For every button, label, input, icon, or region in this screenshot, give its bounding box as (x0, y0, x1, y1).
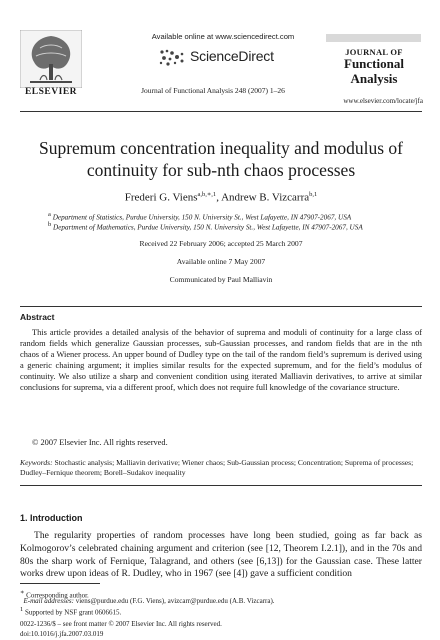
footnote-email (20, 597, 422, 605)
footnote-funding (20, 606, 422, 616)
abstract-heading: Abstract (20, 312, 55, 322)
keywords (20, 458, 422, 478)
abstract-copyright: © 2007 Elsevier Inc. All rights reserved. (32, 438, 168, 447)
email-addresses[interactable]: viens@purdue.edu (F.G. Viens), avizcarr@purdue.edu (A.B. Vizcarra). (73, 597, 275, 605)
affiliation-b (48, 221, 428, 231)
footnote-mark: ∗ (20, 589, 25, 596)
publisher-name: ELSEVIER (24, 87, 78, 97)
sciencedirect-wordmark: ScienceDirect (190, 48, 274, 64)
communicated-by: Communicated by Paul Malliavin (169, 275, 273, 284)
affiliation-text: Department of Mathematics, Purdue University, 150 N. University St., West Lafayette, IN 47907-2067, USA (53, 223, 363, 232)
journal-title-line3: Analysis (350, 71, 398, 86)
journal-citation: Journal of Functional Analysis 248 (2007) 1–26 (141, 86, 285, 95)
section-body: The regularity properties of random processes have long been studied, going as far back as Kolmogorov’s celebrated chaining argument and criterion (see [12, Theorem I.2.1]), and in the 70s and 80s the sharp work of Fernique, Talagrand, and others (see [6,13]) for the Gaussian case. These latter works drew upon ideas of R. Dudley, who in 1967 (see [4]) gave a sufficient condition (20, 530, 422, 580)
article-title-line2: continuity for sub-nth chaos processes (86, 160, 356, 180)
author-list (20, 190, 422, 204)
keywords-list: Stochastic analysis; Malliavin derivative; Wiener chaos; Sub-Gaussian process; Concentration; Suprema of processes; Dudley–Fernique theorem; Borell–Sudakov inequality (20, 458, 414, 477)
journal-title-line2: Functional (344, 56, 404, 71)
affiliation-mark: b (48, 221, 52, 228)
issn-line: 0022-1236/$ – see front matter © 2007 Elsevier Inc. All rights reserved. (20, 620, 222, 628)
author-affiliation-marks: b,1 (309, 191, 318, 198)
doi-link[interactable]: doi:10.1016/j.jfa.2007.03.019 (20, 630, 104, 638)
journal-url-link[interactable]: www.elsevier.com/locate/jfa (343, 97, 423, 105)
elsevier-tree-logo (20, 30, 82, 88)
keywords-label: Keywords: (20, 458, 53, 467)
article-title-line1: Supremum concentration inequality and modulus of (38, 138, 404, 158)
available-online-date: Available online 7 May 2007 (176, 257, 266, 266)
header-divider (20, 111, 422, 112)
author-name: Frederi G. Viens (124, 191, 198, 204)
sciencedirect-logo-icon (158, 48, 186, 66)
section-heading: 1. Introduction (20, 513, 83, 523)
email-label: E-mail addresses: (23, 597, 74, 605)
author-affiliation-marks: a,b,∗,1 (197, 191, 217, 198)
journal-title-line1: JOURNAL OF (345, 47, 403, 57)
footnote-text: Supported by NSF grant 0606615. (23, 608, 122, 617)
footnote-divider (20, 583, 100, 584)
abstract-divider (20, 306, 422, 307)
affiliation-text: Department of Statistics, Purdue University, 150 N. University St., West Lafayette, IN 47907-2067, USA (52, 213, 352, 222)
keywords-divider (20, 485, 422, 486)
received-date: Received 22 February 2006; accepted 25 March 2007 (139, 239, 303, 248)
author-name: Andrew B. Vizcarra (221, 191, 310, 204)
available-online-line: Available online at www.sciencedirect.com (151, 32, 295, 41)
author-separator: , (216, 191, 222, 204)
affiliation-a (48, 211, 428, 221)
footnote-text: Corresponding author. (24, 591, 89, 600)
affiliation-mark: a (48, 211, 51, 218)
footnote-mark: 1 (20, 606, 24, 613)
abstract-body: This article provides a detailed analysis of the behavior of suprema and moduli of continuity for a large class of random fields which generalize Gaussian processes, sub-Gaussian processes, and random fields that are in the nth chaos of a Wiener process. An upper bound of Dudley type on the tail of the random field’s supremum is derived using a generic chaining argument; it implies similar results for the expected supremum, and for the field’s modulus of continuity. We also utilize a sharp and convenient condition using iterated Malliavin derivatives, to arrive at similar conclusions for suprema, via a different proof, which does not require full knowledge of the covariance structure. (20, 328, 422, 393)
